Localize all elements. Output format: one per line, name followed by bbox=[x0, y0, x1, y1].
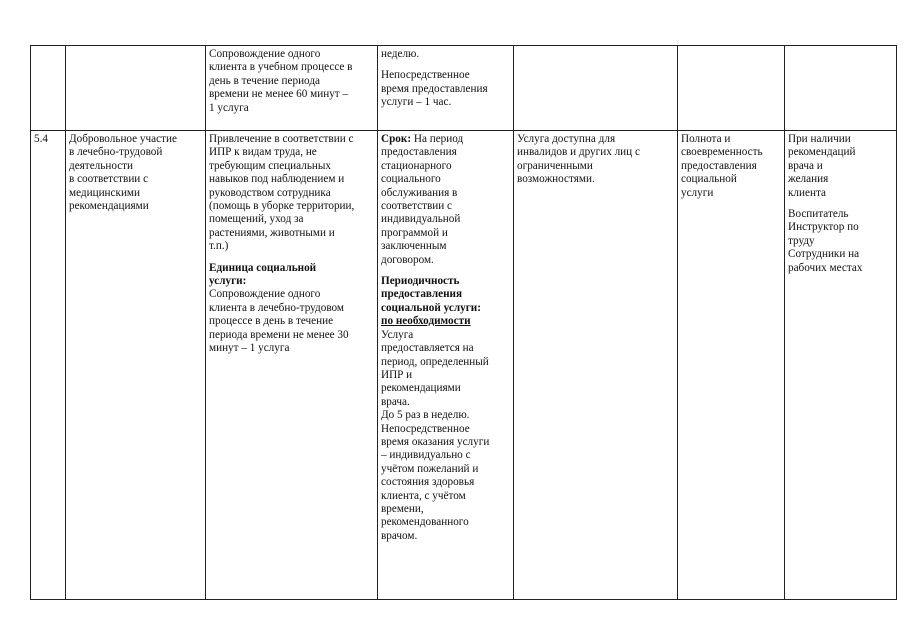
cell-conditions bbox=[785, 46, 897, 131]
text-line: неделю. bbox=[381, 48, 420, 60]
service-name bbox=[69, 133, 202, 213]
text-line: соответствии с bbox=[381, 200, 452, 213]
text-line: – индивидуально с bbox=[381, 449, 471, 462]
text-line: Инструктор по bbox=[788, 221, 859, 234]
text-line: клиента в лечебно-трудовом bbox=[209, 301, 344, 314]
quality-text bbox=[681, 133, 781, 200]
text-line: социального bbox=[381, 173, 441, 186]
text-line: предоставляется на bbox=[381, 342, 474, 355]
text-line: ИПР к видам труда, не bbox=[209, 146, 317, 159]
text-line: минут – 1 услуга bbox=[209, 342, 290, 355]
text-line: услуги: bbox=[209, 275, 247, 288]
text-line: социальной bbox=[681, 173, 737, 186]
text-line: врача и bbox=[788, 159, 823, 172]
cell-availability bbox=[514, 46, 678, 131]
text-line: возможностями. bbox=[517, 173, 595, 186]
text-line: Услуга bbox=[381, 328, 414, 341]
text-line: медицинскими bbox=[69, 186, 140, 199]
text-line: Воспитатель bbox=[788, 208, 849, 221]
text-line: социальной услуги: bbox=[381, 301, 481, 314]
text-line: своевременность bbox=[681, 146, 763, 159]
cell-number bbox=[31, 131, 66, 600]
text-line: стационарного bbox=[381, 159, 452, 172]
text-line: учётом пожеланий и bbox=[381, 462, 479, 475]
term-first-line bbox=[381, 133, 510, 146]
text-line: рекомендаций bbox=[788, 146, 856, 159]
period-text bbox=[381, 329, 510, 544]
text-line: рекомендациями bbox=[381, 382, 461, 395]
text-line: предоставления bbox=[381, 146, 457, 159]
cell-quality bbox=[678, 46, 785, 131]
text-line: Единица социальной bbox=[209, 261, 317, 274]
text-line: требующим специальных bbox=[209, 159, 332, 172]
text-line: врачом. bbox=[381, 529, 418, 542]
text-line: Добровольное участие bbox=[69, 133, 177, 145]
text-line: услуги – 1 час. bbox=[381, 96, 452, 109]
text-line: услуги bbox=[681, 186, 714, 199]
text-line: помещений, уход за bbox=[209, 213, 304, 226]
text-line: Непосредственное bbox=[381, 422, 470, 435]
text-line: Привлечение в соответствии с bbox=[209, 133, 354, 145]
staff-text bbox=[788, 208, 893, 275]
text-line: инвалидов и других лиц с bbox=[517, 146, 640, 159]
text-line: Непосредственное bbox=[381, 69, 470, 82]
text-line: врача. bbox=[381, 395, 410, 408]
cell-conditions bbox=[785, 131, 897, 600]
text-line: 1 услуга bbox=[209, 101, 249, 114]
text-line: Сопровождение одного bbox=[209, 48, 321, 60]
term-text bbox=[381, 146, 510, 267]
prev-time-text bbox=[381, 69, 510, 109]
text-line: желания bbox=[788, 173, 829, 186]
prev-term-text bbox=[381, 48, 510, 61]
text-line: предоставления bbox=[381, 288, 463, 301]
availability-text bbox=[517, 133, 674, 187]
text-line: процессе в день в течение bbox=[209, 315, 334, 328]
cell-number bbox=[31, 46, 66, 131]
table-row-previous bbox=[31, 46, 897, 131]
text-line: клиента, с учётом bbox=[381, 489, 466, 502]
text-line: До 5 раз в неделю. bbox=[381, 409, 470, 422]
text-line: рабочих местах bbox=[788, 261, 863, 274]
services-table bbox=[30, 45, 897, 600]
cell-description bbox=[206, 46, 378, 131]
cell-term bbox=[378, 46, 514, 131]
text-line: периода времени не менее 30 bbox=[209, 328, 349, 341]
unit-title bbox=[209, 262, 374, 289]
service-description bbox=[209, 133, 374, 254]
term-first-text: На период bbox=[411, 133, 464, 145]
text-line: Сотрудники на bbox=[788, 248, 860, 261]
text-line: в лечебно-трудовой bbox=[69, 146, 163, 159]
cell-service-name bbox=[66, 131, 206, 600]
text-line: времени, bbox=[381, 502, 424, 515]
text-line: договором. bbox=[381, 253, 434, 266]
text-line: труду bbox=[788, 234, 815, 247]
text-line: индивидуальной bbox=[381, 213, 461, 226]
text-line: растениями, животными и bbox=[209, 226, 335, 239]
text-line: времени не менее 60 минут – bbox=[209, 88, 349, 101]
cell-quality bbox=[678, 131, 785, 600]
unit-text bbox=[209, 288, 374, 355]
text-line: навыков под наблюдением и bbox=[209, 173, 345, 186]
text-line: (помощь в уборке территории, bbox=[209, 200, 355, 213]
cell-availability bbox=[514, 131, 678, 600]
text-line: предоставления bbox=[681, 159, 757, 172]
text-line: т.п.) bbox=[209, 240, 229, 253]
period-value: по необходимости bbox=[381, 315, 471, 328]
text-line: обслуживания в bbox=[381, 186, 458, 199]
text-line: Услуга доступна для bbox=[517, 133, 616, 145]
text-line: рекомендованного bbox=[381, 516, 469, 529]
text-line: клиента в учебном процессе в bbox=[209, 61, 353, 74]
text-line: ограниченными bbox=[517, 159, 593, 172]
cell-term bbox=[378, 131, 514, 600]
text-line: Сопровождение одного bbox=[209, 288, 321, 301]
text-line: рекомендациями bbox=[69, 200, 149, 213]
text-line: ИПР и bbox=[381, 368, 413, 381]
text-line: клиента bbox=[788, 186, 826, 199]
text-line: деятельности bbox=[69, 159, 134, 172]
text-line: Полнота и bbox=[681, 133, 731, 145]
text-line: заключенным bbox=[381, 240, 447, 253]
text-line: в соответствии с bbox=[69, 173, 149, 186]
row-number: 5.4 bbox=[34, 133, 48, 145]
table-row-5-4 bbox=[31, 131, 897, 600]
period-title bbox=[381, 275, 510, 315]
text-line: время предоставления bbox=[381, 82, 488, 95]
text-line: день в течение периода bbox=[209, 74, 320, 87]
text-line: программой и bbox=[381, 226, 448, 239]
cell-service-name bbox=[66, 46, 206, 131]
term-label: Срок: bbox=[381, 133, 412, 145]
text-line: состояния здоровья bbox=[381, 476, 475, 489]
text-line: При наличии bbox=[788, 133, 851, 145]
cell-description bbox=[206, 131, 378, 600]
prev-unit-text bbox=[209, 48, 374, 115]
text-line: время оказания услуги bbox=[381, 435, 490, 448]
text-line: руководством сотрудника bbox=[209, 186, 331, 199]
conditions-text bbox=[788, 133, 893, 200]
text-line: Периодичность bbox=[381, 275, 460, 288]
text-line: период, определенный bbox=[381, 355, 489, 368]
